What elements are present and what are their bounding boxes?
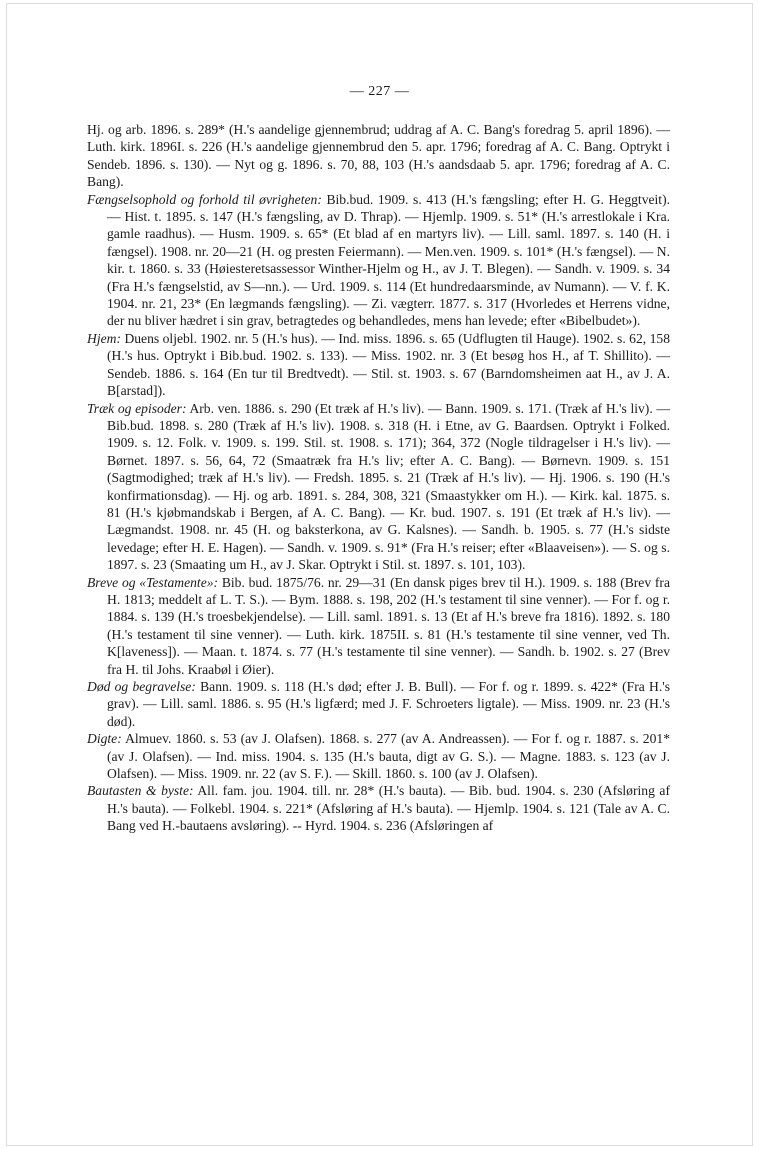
paragraph-text: All. fam. jou. 1904. till. nr. 28* (H.'s bauta). — Bib. bud. 1904. s. 230 (Afsløring af H.'s bauta). — Folkebl. 1904. s. 221* (Afsløring af H.'s bauta). — Hjemlp. 1904. s. 121 (Tale av A. C. Bang ved H.-bautaens avsløring). -- Hyrd. 1904. s. 236 (Afsløringen af bbox=[107, 783, 670, 834]
section-heading: Breve og «Testamente»: bbox=[87, 574, 219, 590]
section-heading: Bautasten & byste: bbox=[87, 783, 194, 799]
section-heading: Fængselsophold og forhold til øvrigheten: bbox=[87, 191, 322, 207]
paragraph-imprisonment bbox=[87, 191, 670, 330]
section-heading: Træk og episoder: bbox=[87, 400, 187, 416]
page bbox=[6, 3, 753, 1146]
page-number: — 227 — bbox=[349, 84, 410, 99]
paragraph-death bbox=[87, 678, 670, 730]
paragraph-text: Bib. bud. 1875/76. nr. 29—31 (En dansk piges brev til H.). 1909. s. 188 (Brev fra H. 1813; meddelt af L. T. S.). — Bym. 1888. s. 198, 202 (H.'s testament til sine venner). — For f. og r. 1884. s. 139 (H.'s troesbekjendelse). — Lill. saml. 1891. s. 13 (Et af H.'s breve fra 1816). 1892. s. 180 (H.'s testament til sine venner). — Luth. kirk. 1875II. s. 81 (H.'s testamente til sine venner, ved Th. K[laveness]). — Maan. t. 1874. s. 77 (H.'s testamente til sine venner). — Sandh. b. 1902. s. 27 (Brev fra H. til Johs. Kraabøl i Øier). bbox=[107, 574, 670, 677]
paragraph-monument bbox=[87, 782, 670, 834]
paragraph-text: Hj. og arb. 1896. s. 289* (H.'s aandelige gjennembrud; uddrag af A. C. Bang's foredrag 5. april 1896). — Luth. kirk. 1896I. s. 226 (H.'s aandelige gjennembrud den 5. apr. 1796; foredrag af A. C. Bang. Optrykt i Sendeb. 1896. s. 130). — Nyt og g. 1896. s. 70, 88, 103 (H.'s aandsdaab 5. apr. 1796; foredrag af A. C. Bang). bbox=[87, 122, 670, 190]
section-heading: Død og begravelse: bbox=[87, 679, 196, 694]
paragraph-intro bbox=[87, 121, 670, 191]
paragraph-text: Almuev. 1860. s. 53 (av J. Olafsen). 1868. s. 277 (av A. Andreassen). — For f. og r. 1887. s. 201* (av J. Olafsen). — Ind. miss. 1904. s. 135 (H.'s bauta, digt av G. S.). — Magne. 1883. s. 123 (av J. Olafsen). — Miss. 1909. nr. 22 (av S. F.). — Skill. 1860. s. 100 (av J. Olafsen). bbox=[107, 731, 670, 782]
paragraph-letters bbox=[87, 574, 670, 678]
paragraph-poems bbox=[87, 730, 670, 782]
paragraph-episodes bbox=[87, 400, 670, 574]
paragraph-text: Duens oljebl. 1902. nr. 5 (H.'s hus). — Ind. miss. 1896. s. 65 (Udflugten til Hauge). 1902. s. 62, 158 (H.'s hus. Optrykt i Bib.bud. 1902. s. 133). — Miss. 1902. nr. 3 (Et besøg hos H., af T. Shillito). — Sendeb. 1886. s. 164 (En tur til Bredtvedt). — Stil. st. 1903. s. 67 (Barndomsheimen aat H., av J. A. B[arstad]). bbox=[107, 330, 670, 399]
section-heading: Hjem: bbox=[87, 330, 121, 346]
paragraph-home bbox=[87, 330, 670, 400]
bibliography-text bbox=[87, 121, 670, 835]
section-heading: Digte: bbox=[87, 731, 122, 747]
paragraph-text: Arb. ven. 1886. s. 290 (Et træk af H.'s liv). — Bann. 1909. s. 171. (Træk af H.'s liv). — Bib.bud. 1898. s. 280 (Træk af H.'s liv). 1908. s. 318 (H. i Etne, av G. Baardsen. Optrykt i Folked. 1909. s. 12. Folk. v. 1909. s. 199. Stil. st. 1908. s. 171); 364, 372 (Nogle tildragelser i H.'s liv). — Børnet. 1897. s. 56, 64, 72 (Smaatræk fra H.'s liv; efter A. C. Bang). — Børnevn. 1909. s. 151 (Sagtmodighed; træk af H.'s liv). — Fredsh. 1895. s. 21 (Træk af H.'s liv). — Hj. 1906. s. 190 (H.'s konfirmationsdag). — Hj. og arb. 1891. s. 284, 308, 321 (Smaastykker om H.). — Kirk. kal. 1875. s. 81 (H.'s kjøbmandskab i Bergen, af A. C. Bang). — Kr. bud. 1907. s. 191 (Et træk af H.'s liv). — Lægmandst. 1908. nr. 45 (H. og baksterkona, av G. Kalsnes). — Sandh. b. 1905. s. 77 (H.'s sidste levedage; efter H. E. Hagen). — Sandh. v. 1909. s. 91* (Fra H.'s reiser; efter «Blaaveisen»). — S. og s. 1897. s. 23 (Smaating um H., av J. Skar. Optrykt i Stil. st. 1897. s. 101, 103). bbox=[107, 400, 670, 573]
paragraph-text: Bib.bud. 1909. s. 413 (H.'s fængsling; efter H. G. Heggtveit). — Hist. t. 1895. s. 147 (H.'s fængsling, av D. Thrap). — Hjemlp. 1909. s. 51* (H.'s arrestlokale i Kra. gamle raadhus). — Husm. 1909. s. 65* (Et blad af en martyrs liv). — Lill. saml. 1897. s. 140 (H. i fængsel). 1908. nr. 20—21 (H. og presten Feiermann). — Men.ven. 1909. s. 101* (H.'s fængsel). — N. kir. t. 1860. s. 33 (Høiesteretsassessor Winther-Hjelm og H., av J. T. Blegen). — Sandh. v. 1909. s. 34 (Fra H.'s fængselstid, av S—nn.). — Urd. 1909. s. 114 (Et hundredaarsminde, av Numann). — V. f. K. 1904. nr. 21, 23* (En lægmands fængsling). — Zi. vægterr. 1877. s. 317 (Hvorledes et Herrens vidne, der nu bliver hædret i sin grav, betragtedes og behandledes, mens han levede; efter «Bibelbudet»). bbox=[107, 191, 671, 329]
paragraph-text: Bann. 1909. s. 118 (H.'s død; efter J. B. Bull). — For f. og r. 1899. s. 422* (Fra H.'s grav). — Lill. saml. 1886. s. 95 (H.'s ligfærd; med J. F. Schroeters ligtale). — Miss. 1909. nr. 23 (H.'s død). bbox=[107, 679, 670, 729]
